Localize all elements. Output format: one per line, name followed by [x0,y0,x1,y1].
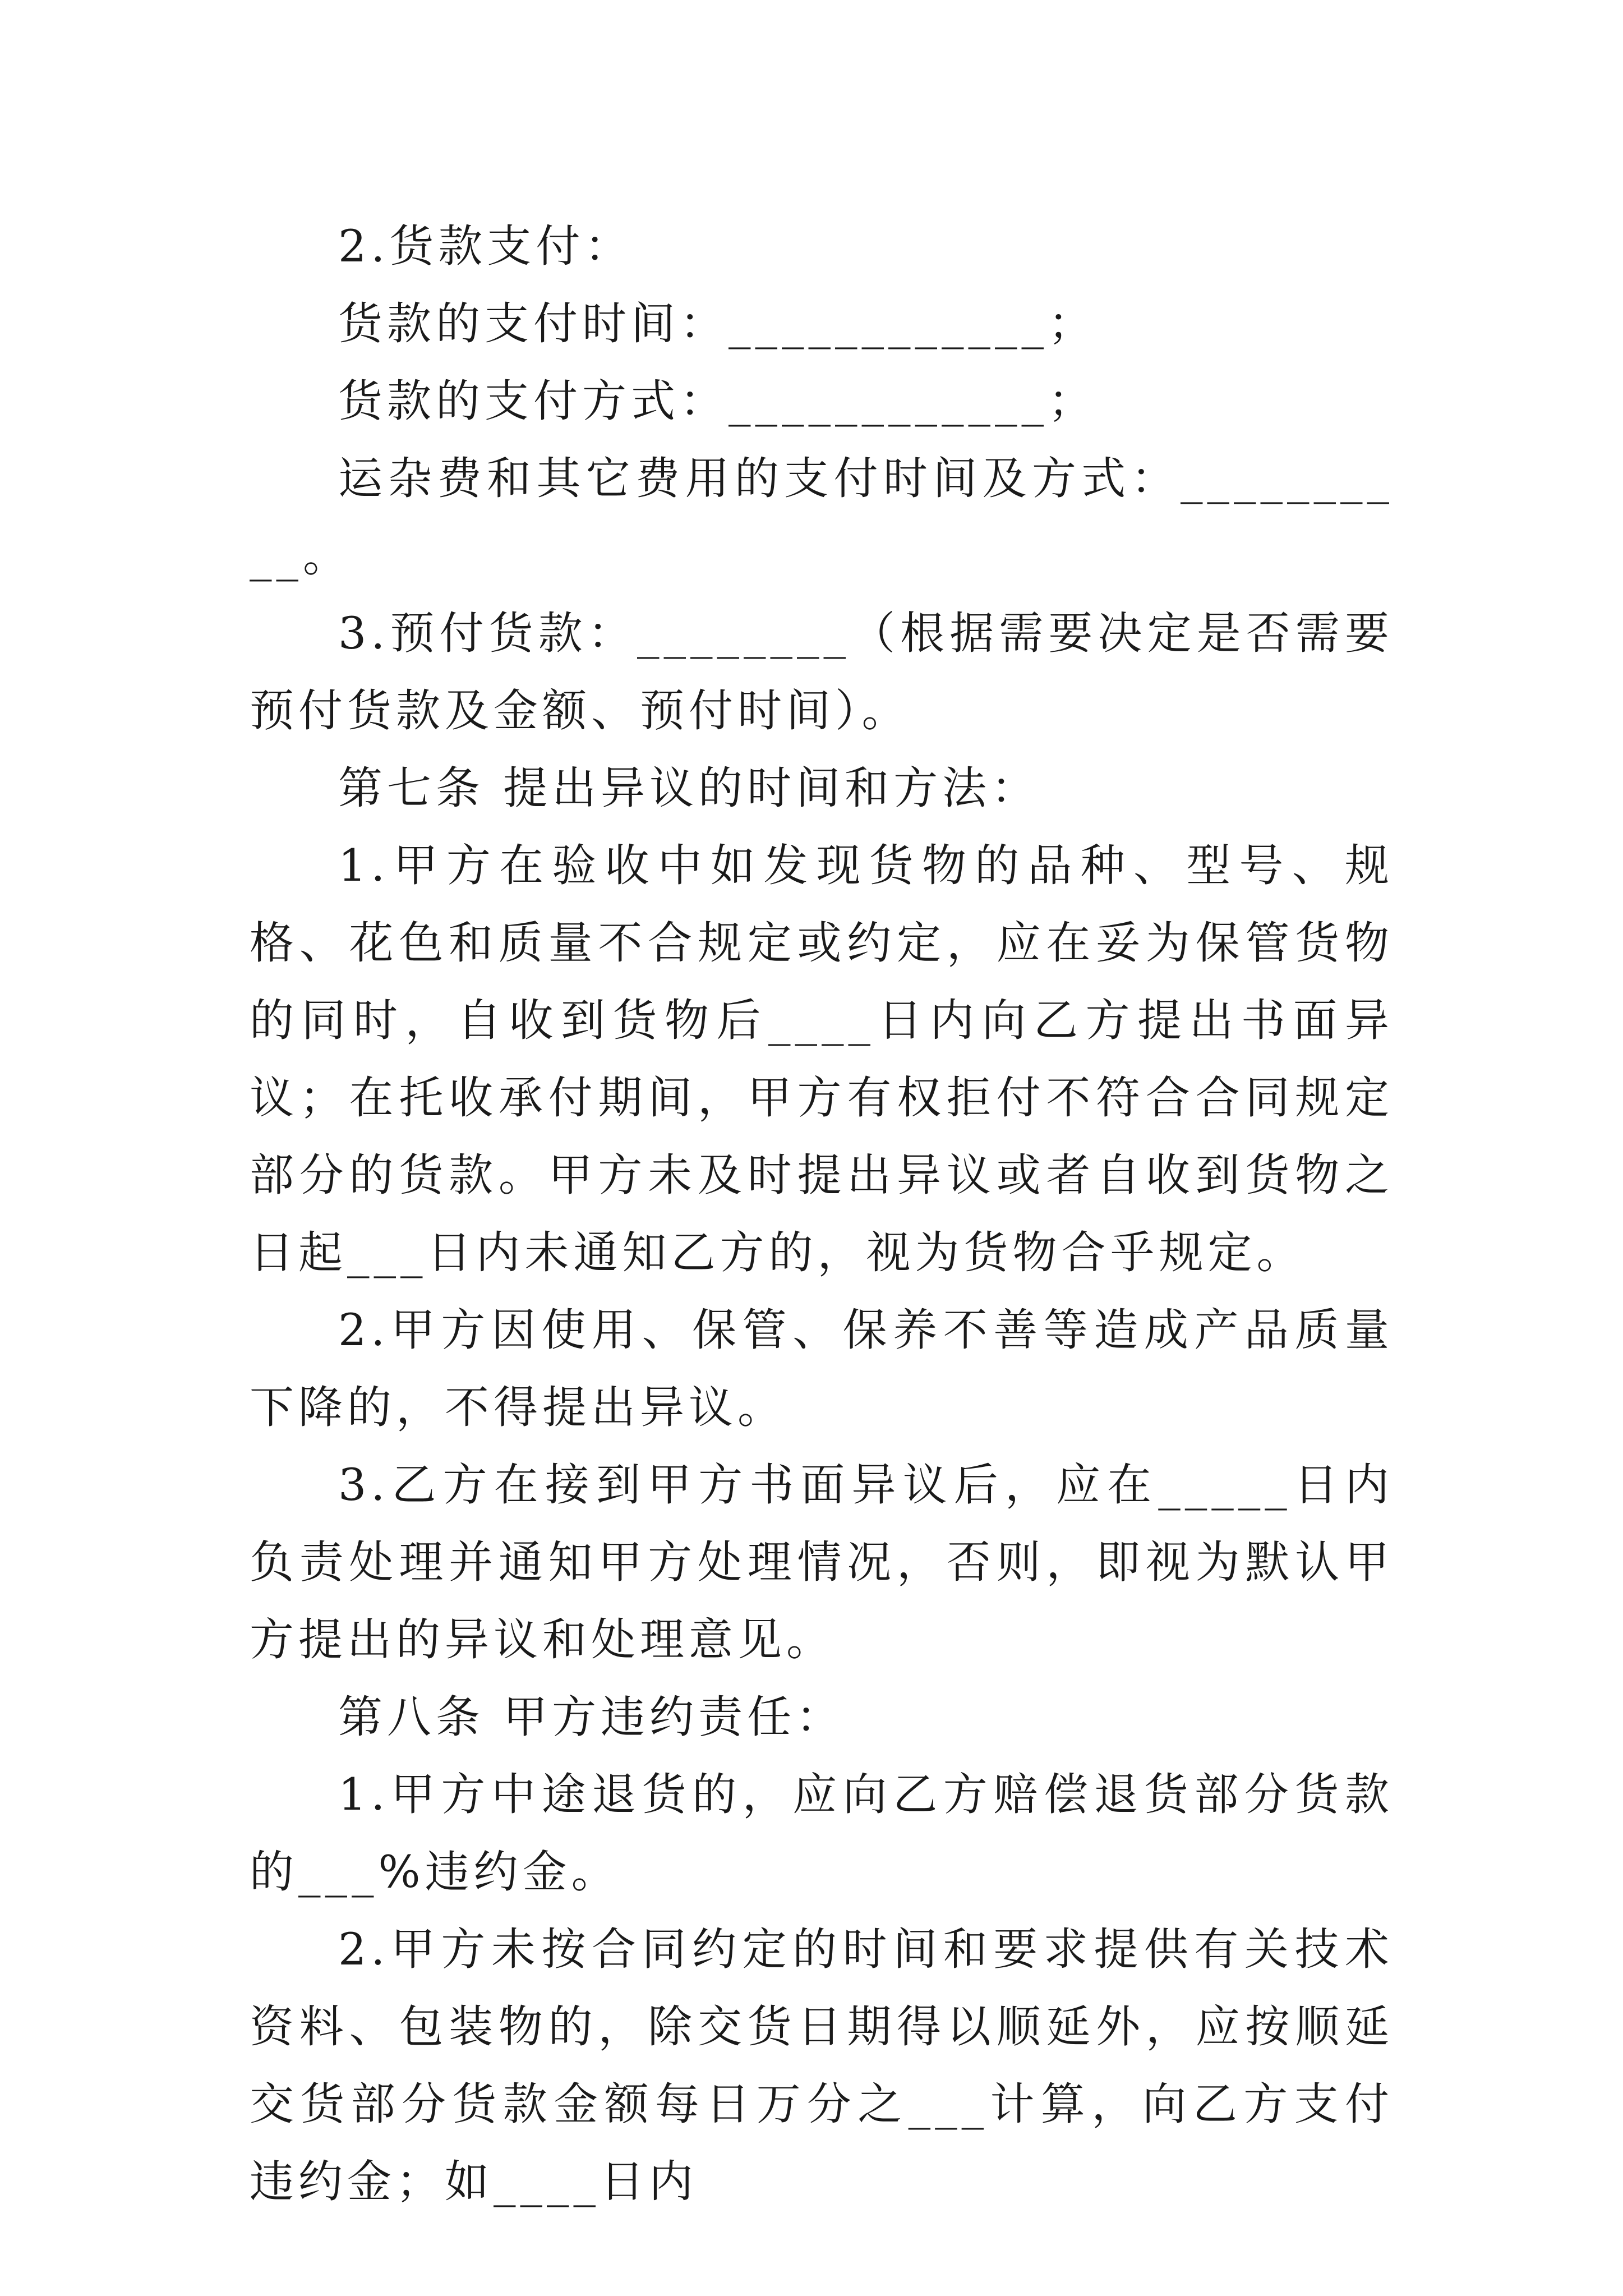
article-7-item-3: 3.乙方在接到甲方书面异议后，应在_____日内负责处理并通知甲方处理情况，否则，即视为默认甲方提出的异议和处理意见。 [250,1459,1394,1665]
payment-time-line: 货款的支付时间：____________； [338,298,1097,349]
article-7-heading: 第七条 提出异议的时间和方法： [338,762,1040,814]
article-7-item-2: 2.甲方因使用、保管、保养不善等造成产品质量下降的，不得提出异议。 [250,1304,1394,1433]
article-7-item-1: 1.甲方在验收中如发现货物的品种、型号、规格、花色和质量不合规定或约定，应在妥为保管货物的同时，自收到货物后____日内向乙方提出书面异议；在托收承付期间，甲方有权拒付不符合合同规定部分的货款。甲方未及时提出异议或者自收到货物之日起___日内未通知乙方的，视为货物合乎规定。 [250,840,1394,1278]
payment-method-line: 货款的支付方式：____________； [338,375,1097,427]
document-body [250,208,1394,2220]
advance-payment-paragraph: 3.预付货款：________（根据需要决定是否需要预付货款及金额、预付时间）。 [250,608,1394,737]
article-8-item-1: 1.甲方中途退货的，应向乙方赔偿退货部分货款的___%违约金。 [250,1769,1394,1898]
article-8-item-2: 2.甲方未按合同约定的时间和要求提供有关技术资料、包装物的，除交货日期得以顺延外，应按顺延交货部分货款金额每日万分之___计算，向乙方支付违约金；如____日内 [250,1924,1394,2207]
article-8-heading: 第八条 甲方违约责任： [338,1691,845,1743]
clause-2-payment-heading: 2.货款支付： [338,220,634,272]
freight-payment-line: 运杂费和其它费用的支付时间及方式：__________。 [250,453,1394,582]
